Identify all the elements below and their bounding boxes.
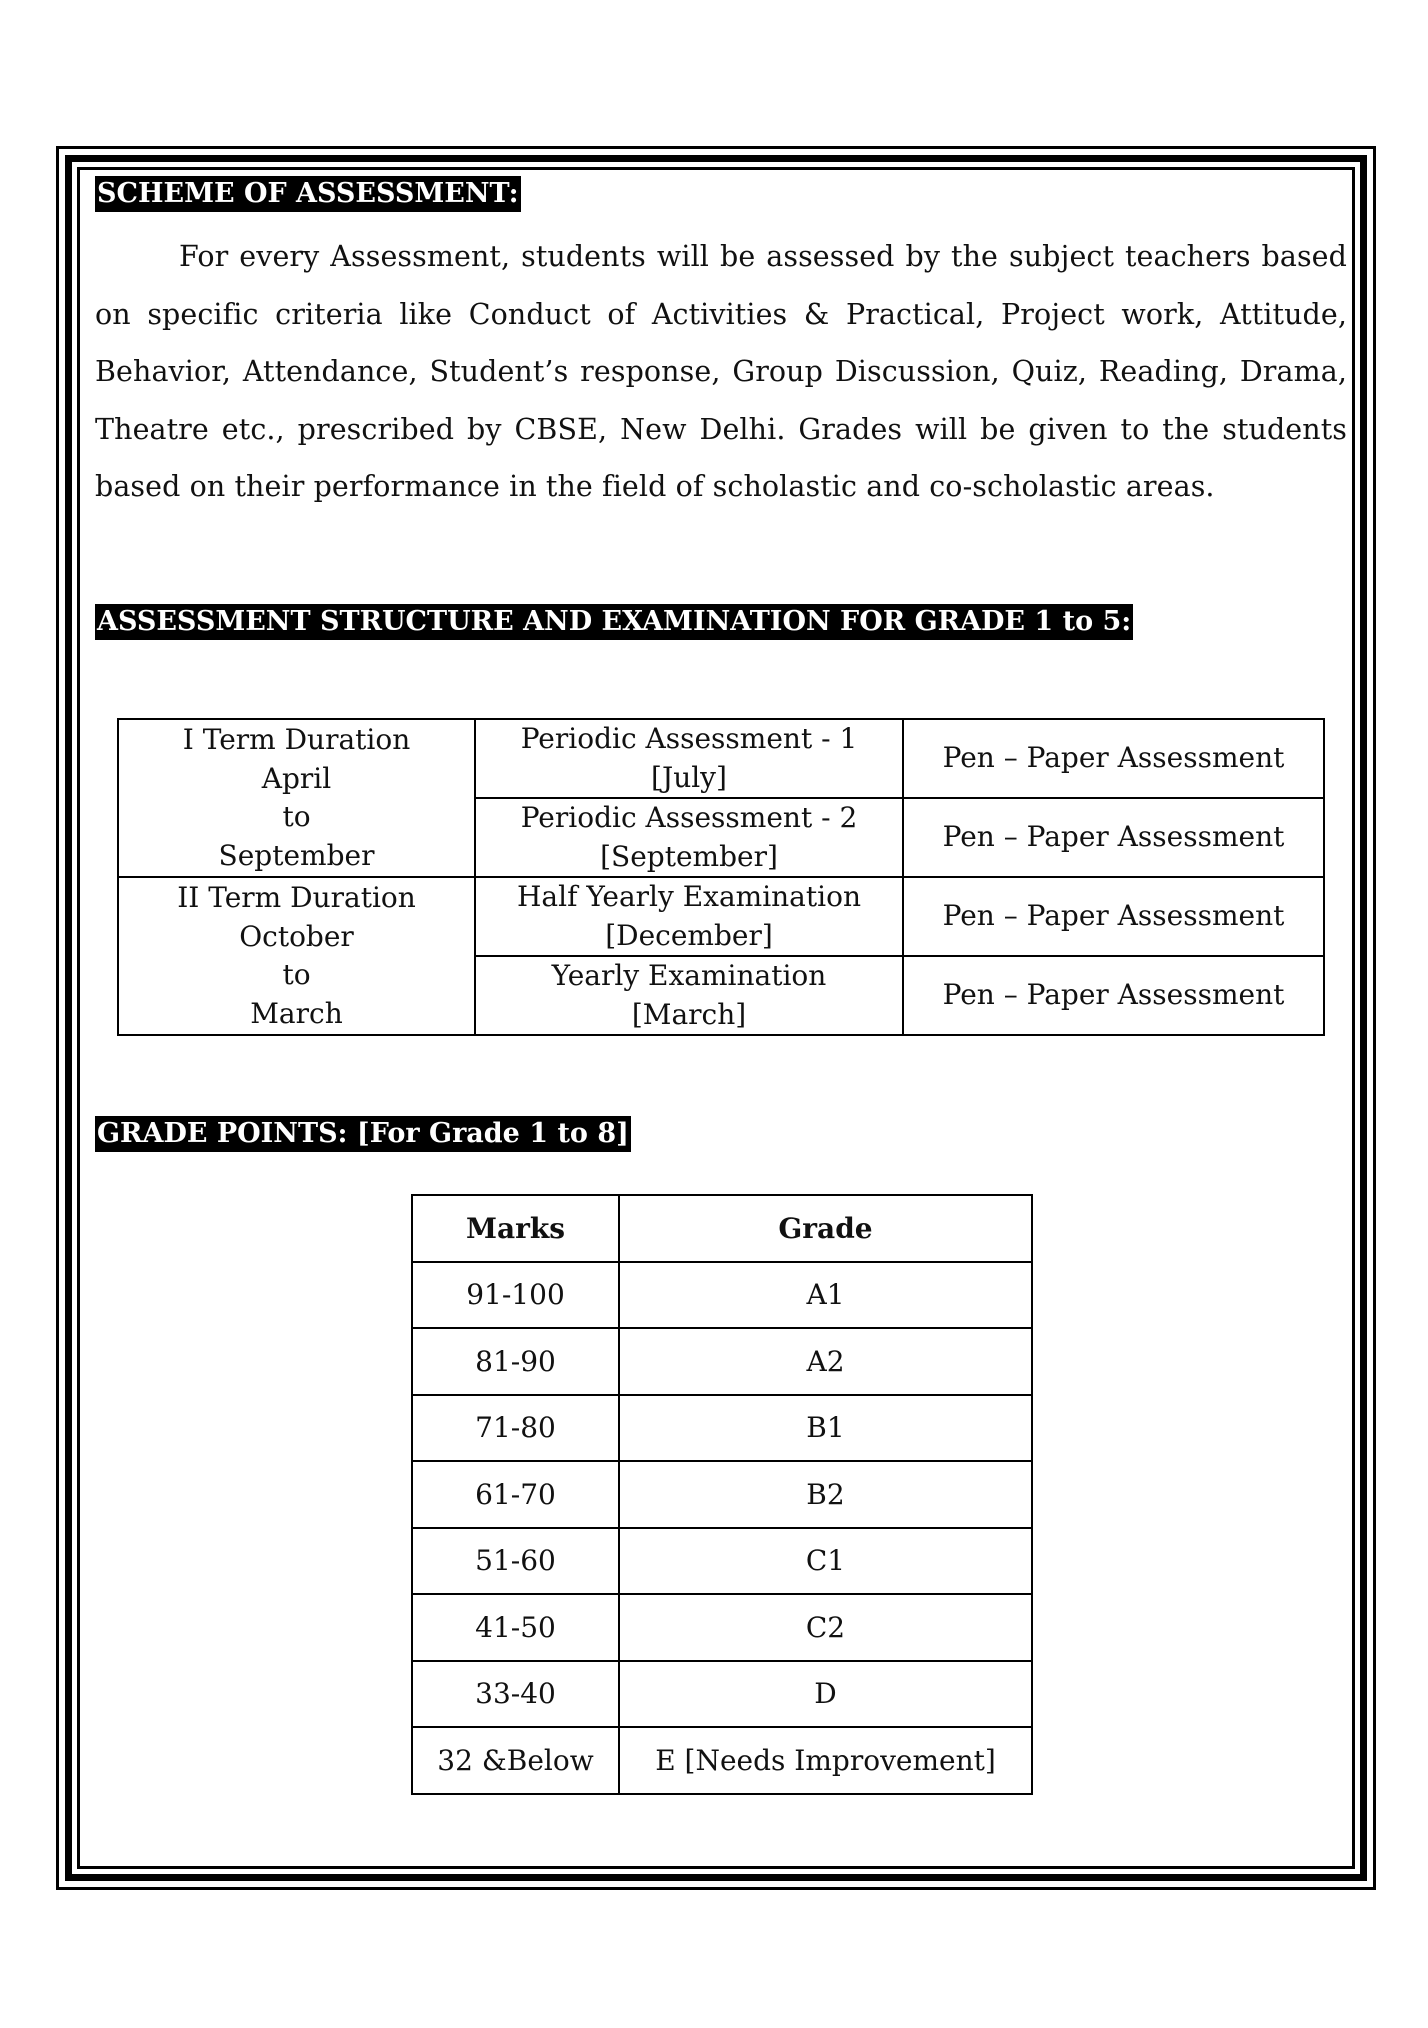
marks-cell: 71-80	[412, 1395, 619, 1462]
assessment-name: Periodic Assessment - 1	[520, 722, 858, 755]
table-row	[412, 1528, 1032, 1595]
marks-cell: 91-100	[412, 1262, 619, 1329]
grade-cell: C1	[619, 1528, 1032, 1595]
scheme-paragraph: For every Assessment, students will be assessed by the subject teachers based on specific criteria like Conduct of Activities & Practical, Project work, Attitude, Behavior, Attendance, Student’s response, Group Discussion, Quiz, Reading, Drama, Theatre etc., prescribed by CBSE, New Delhi. Grades will be given to the students based on their performance in the field of scholastic and co-scholastic areas.	[95, 240, 1347, 503]
marks-cell: 32 &Below	[412, 1727, 619, 1794]
scheme-heading: SCHEME OF ASSESSMENT:	[95, 176, 521, 212]
grade-points-heading: GRADE POINTS: [For Grade 1 to 8]	[95, 1116, 631, 1152]
marks-cell: 81-90	[412, 1328, 619, 1395]
table-row	[412, 1727, 1032, 1794]
term-from: October	[239, 919, 354, 953]
table-row	[412, 1661, 1032, 1728]
marks-cell: 61-70	[412, 1461, 619, 1528]
table-row	[412, 1395, 1032, 1462]
assessment-month: [July]	[651, 760, 727, 794]
term-cell	[118, 719, 475, 877]
marks-cell: 51-60	[412, 1528, 619, 1595]
marks-header: Marks	[412, 1195, 619, 1262]
table-row	[412, 1262, 1032, 1329]
mode-cell: Pen – Paper Assessment	[903, 956, 1324, 1035]
term-to: to	[282, 800, 311, 833]
assessment-name: Yearly Examination	[551, 959, 827, 992]
mode-cell: Pen – Paper Assessment	[903, 719, 1324, 798]
marks-cell: 33-40	[412, 1661, 619, 1728]
term-title: II Term Duration	[177, 881, 416, 914]
term-title: I Term Duration	[182, 723, 411, 756]
grade-cell: A1	[619, 1262, 1032, 1329]
assessment-cell	[475, 877, 903, 956]
term-cell	[118, 877, 475, 1035]
table-header-row	[412, 1195, 1032, 1262]
grade-cell: B1	[619, 1395, 1032, 1462]
mode-cell: Pen – Paper Assessment	[903, 877, 1324, 956]
structure-heading: ASSESSMENT STRUCTURE AND EXAMINATION FOR GRADE 1 to 5:	[95, 604, 1133, 640]
grade-header: Grade	[619, 1195, 1032, 1262]
grade-cell: A2	[619, 1328, 1032, 1395]
mode-cell: Pen – Paper Assessment	[903, 798, 1324, 877]
grade-cell: E [Needs Improvement]	[619, 1727, 1032, 1794]
grade-cell: D	[619, 1661, 1032, 1728]
assessment-cell	[475, 798, 903, 877]
grade-cell: C2	[619, 1594, 1032, 1661]
assessment-month: [September]	[600, 839, 778, 873]
grade-points-table	[411, 1194, 1033, 1795]
assessment-month: [March]	[631, 997, 747, 1031]
term-until: September	[218, 838, 375, 872]
term-from: April	[261, 761, 332, 795]
term-to: to	[282, 958, 311, 991]
table-row	[412, 1328, 1032, 1395]
assessment-structure-table	[117, 718, 1325, 1036]
table-row	[118, 877, 1324, 956]
table-row	[412, 1594, 1032, 1661]
assessment-month: [December]	[605, 918, 773, 952]
table-row	[118, 719, 1324, 798]
assessment-name: Half Yearly Examination	[517, 880, 861, 913]
assessment-cell	[475, 719, 903, 798]
table-row	[412, 1461, 1032, 1528]
assessment-name: Periodic Assessment - 2	[520, 801, 858, 834]
term-until: March	[250, 996, 343, 1030]
grade-cell: B2	[619, 1461, 1032, 1528]
assessment-cell	[475, 956, 903, 1035]
marks-cell: 41-50	[412, 1594, 619, 1661]
